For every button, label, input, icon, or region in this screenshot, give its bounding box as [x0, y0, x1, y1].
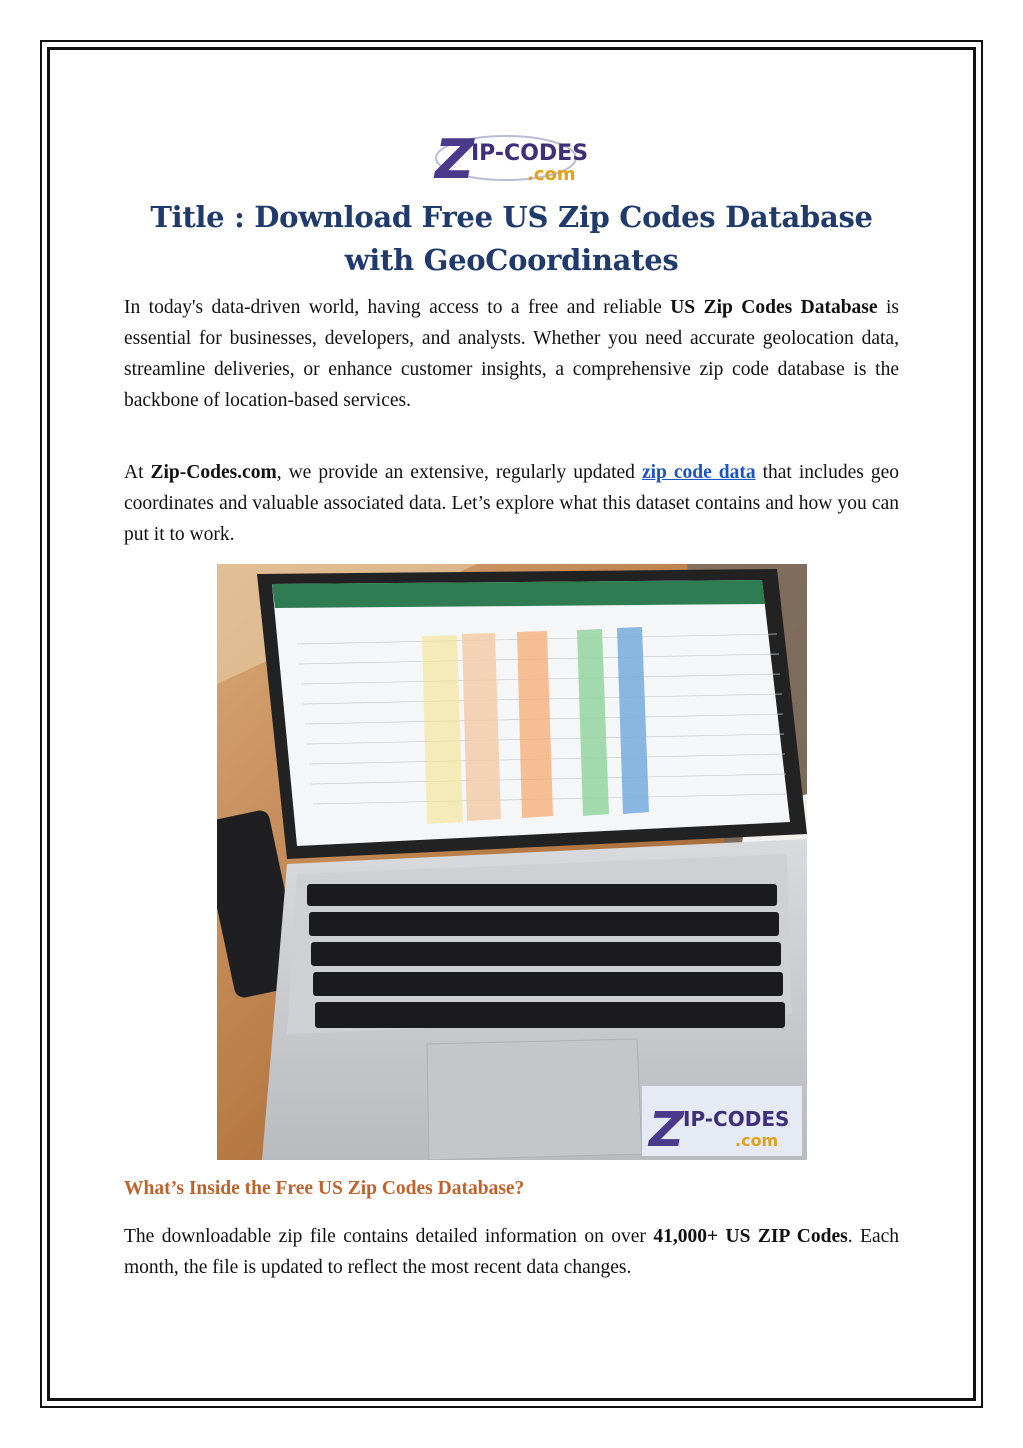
logo-main-text: IP-CODES	[471, 141, 589, 166]
details-text-2: . Each month, the file is updated to reflect the most recent data changes.	[124, 1226, 900, 1278]
details-text-1: The downloadable zip file contains detailed information on over	[124, 1226, 654, 1247]
about-text-1: At	[124, 462, 151, 483]
about-text-3: that includes geo coordinates and valuable associated data. Let’s explore what this dataset contains and how you can put it to work.	[124, 462, 899, 545]
about-text-2: , we provide an extensive, regularly updated	[276, 462, 642, 483]
intro-paragraph	[124, 292, 899, 416]
watermark-letter-z: Z	[649, 1102, 684, 1158]
about-paragraph	[124, 457, 899, 550]
about-bold-text: Zip-Codes.com	[150, 462, 277, 483]
page-title	[124, 196, 899, 282]
logo-letter-z: Z	[435, 128, 475, 190]
title-line-1: Title : Download Free US Zip Codes Database	[150, 200, 873, 234]
logo-sub-text: .com	[527, 164, 576, 185]
section-heading: What’s Inside the Free US Zip Codes Database?	[124, 1178, 525, 1199]
laptop-spreadsheet-photo	[217, 564, 807, 1160]
watermark-main-text: IP-CODES	[683, 1107, 790, 1131]
intro-text-1: In today's data-driven world, having access to a free and reliable	[124, 297, 671, 318]
zip-code-data-link[interactable]: zip code data	[641, 462, 756, 483]
details-paragraph	[124, 1221, 899, 1283]
intro-text-2: is essential for businesses, developers, and analysts. Whether you need accurate geolocation data, streamline deliveries, or enhance customer insights, a comprehensive zip code database is the backbone of location-based services.	[124, 297, 899, 411]
zip-codes-logo	[431, 124, 593, 190]
details-bold-text: 41,000+ US ZIP Codes	[653, 1226, 848, 1247]
watermark-sub-text: .com	[735, 1131, 779, 1150]
title-line-2: with GeoCoordinates	[344, 243, 679, 277]
intro-bold-text: US Zip Codes Database	[670, 297, 878, 318]
